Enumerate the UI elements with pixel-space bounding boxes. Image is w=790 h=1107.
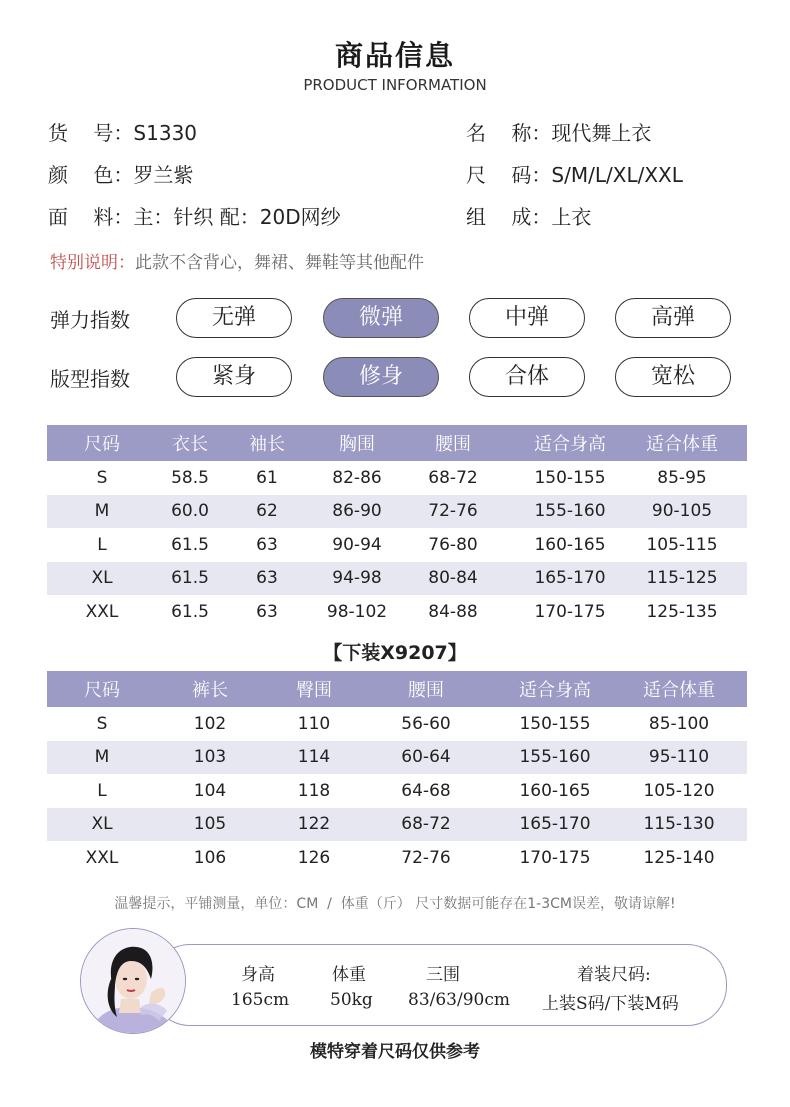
table-header-cell: 衣长 (172, 434, 208, 455)
table-cell: 150-155 (534, 467, 606, 488)
table-cell: 61.5 (171, 601, 209, 622)
table-cell: 62 (256, 501, 278, 522)
table-cell: 85-100 (648, 713, 710, 734)
table-cell: 165-170 (534, 568, 606, 589)
table-cell: 64-68 (401, 780, 451, 801)
table-row (47, 808, 747, 842)
model-info-card (150, 944, 727, 1026)
table-cell: 63 (256, 568, 278, 589)
table-cell: 115-125 (646, 568, 718, 589)
table-cell: S (96, 467, 108, 488)
page-title: 商品信息 (334, 39, 455, 72)
table-row (47, 562, 747, 596)
fit-scale (50, 357, 750, 399)
measurement-tip: 温馨提示，平铺测量，单位：CM / 体重（斤） 尺寸数据可能存在1-3CM误差，敬请谅解! (114, 896, 676, 912)
special-note-label: 特别说明： (50, 253, 135, 273)
bottom-section-title: 【下装X9207】 (323, 642, 467, 664)
table-cell: 90-94 (332, 534, 382, 555)
table-cell: 150-155 (519, 713, 591, 734)
table-cell: 118 (297, 780, 331, 801)
model-measure-value: 83/63/90cm (408, 990, 510, 1010)
table-header-cell: 适合体重 (646, 434, 718, 455)
table-cell: L (97, 780, 107, 801)
model-size-label: 着装尺码: (577, 965, 651, 985)
elasticity-scale (50, 298, 750, 340)
model-portrait-image (81, 929, 185, 1033)
table-cell: 86-90 (332, 501, 382, 522)
table-cell: S (96, 713, 108, 734)
table-cell: 103 (193, 747, 227, 768)
table-cell: 102 (193, 713, 227, 734)
table-cell: 122 (297, 814, 331, 835)
table-cell: 110 (297, 713, 331, 734)
table-cell: 61 (256, 467, 278, 488)
table-row (47, 528, 747, 562)
product-info (48, 117, 748, 243)
item-composition: 组 成：上衣 (466, 205, 592, 229)
fit-option: 合体 (469, 357, 585, 397)
info-row (48, 159, 748, 201)
info-row (48, 117, 748, 159)
table-header-cell: 腰围 (435, 434, 471, 455)
table-row (47, 595, 747, 629)
table-header-cell: 腰围 (408, 680, 444, 701)
table-cell: 170-175 (534, 601, 606, 622)
table-cell: 114 (297, 747, 331, 768)
table-cell: 106 (193, 847, 227, 868)
model-avatar (80, 928, 186, 1034)
table-header-row (47, 671, 747, 707)
top-size-table (47, 425, 747, 629)
table-cell: 56-60 (401, 713, 451, 734)
model-height-value: 165cm (231, 990, 290, 1010)
table-cell: 60.0 (171, 501, 209, 522)
fit-option: 紧身 (176, 357, 292, 397)
table-header-cell: 尺码 (84, 434, 120, 455)
table-cell: 165-170 (519, 814, 591, 835)
table-cell: 72-76 (401, 847, 451, 868)
table-header-cell: 尺码 (84, 680, 120, 701)
fit-label: 版型指数 (50, 367, 130, 391)
table-cell: XXL (85, 847, 119, 868)
table-cell: 160-165 (534, 534, 606, 555)
table-header-row (47, 425, 747, 461)
model-weight-label: 体重 (332, 965, 366, 985)
table-row (47, 707, 747, 741)
page-subtitle: PRODUCT INFORMATION (303, 76, 487, 94)
item-fabric: 面 料：主：针织 配：20D网纱 (48, 205, 341, 229)
table-cell: 80-84 (428, 568, 478, 589)
table-cell: 105-120 (643, 780, 715, 801)
table-header-cell: 臀围 (296, 680, 332, 701)
table-cell: XL (91, 568, 113, 589)
model-size-value: 上装S码/下装M码 (542, 994, 679, 1014)
elasticity-option: 无弹 (176, 298, 292, 338)
table-cell: 68-72 (428, 467, 478, 488)
special-note-text: 此款不含背心，舞裙、舞鞋等其他配件 (135, 253, 424, 273)
item-name: 名 称：现代舞上衣 (466, 121, 652, 145)
fit-option: 宽松 (615, 357, 731, 397)
table-cell: 68-72 (401, 814, 451, 835)
table-cell: XXL (85, 601, 119, 622)
table-cell: 76-80 (428, 534, 478, 555)
table-cell: 72-76 (428, 501, 478, 522)
table-cell: 63 (256, 601, 278, 622)
table-cell: XL (91, 814, 113, 835)
table-cell: M (94, 501, 110, 522)
model-height-label: 身高 (241, 965, 275, 985)
table-cell: 155-160 (519, 747, 591, 768)
model-caption: 模特穿着尺码仅供参考 (310, 1042, 480, 1062)
item-color: 颜 色：罗兰紫 (48, 163, 194, 187)
info-row (48, 201, 748, 243)
special-note (50, 248, 424, 273)
table-row (47, 774, 747, 808)
table-row (47, 495, 747, 529)
table-cell: 105-115 (646, 534, 718, 555)
table-cell: M (94, 747, 110, 768)
table-cell: 90-105 (651, 501, 713, 522)
table-cell: 104 (193, 780, 227, 801)
table-cell: 61.5 (171, 568, 209, 589)
table-cell: 58.5 (171, 467, 209, 488)
table-cell: 61.5 (171, 534, 209, 555)
elasticity-option: 微弹 (323, 298, 439, 338)
elasticity-option: 中弹 (469, 298, 585, 338)
table-cell: 60-64 (401, 747, 451, 768)
table-cell: 115-130 (643, 814, 715, 835)
table-row (47, 841, 747, 875)
model-measure-label: 三围 (426, 965, 460, 985)
item-sizes: 尺 码：S/M/L/XL/XXL (466, 163, 683, 187)
fit-option: 修身 (323, 357, 439, 397)
table-header-cell: 胸围 (339, 434, 375, 455)
table-header-cell: 袖长 (249, 434, 285, 455)
table-cell: 160-165 (519, 780, 591, 801)
elasticity-option: 高弹 (615, 298, 731, 338)
table-cell: 105 (193, 814, 227, 835)
table-cell: 84-88 (428, 601, 478, 622)
table-cell: L (97, 534, 107, 555)
table-cell: 170-175 (519, 847, 591, 868)
item-number: 货 号：S1330 (48, 121, 198, 145)
model-weight-value: 50kg (330, 990, 373, 1010)
table-cell: 125-135 (646, 601, 718, 622)
bottom-size-table (47, 671, 747, 875)
table-header-cell: 适合体重 (643, 680, 715, 701)
table-header-cell: 适合身高 (519, 680, 591, 701)
table-row (47, 461, 747, 495)
table-cell: 63 (256, 534, 278, 555)
elasticity-label: 弹力指数 (50, 308, 130, 332)
table-row (47, 741, 747, 775)
table-header-cell: 适合身高 (534, 434, 606, 455)
table-cell: 125-140 (643, 847, 715, 868)
table-cell: 126 (297, 847, 331, 868)
table-cell: 98-102 (326, 601, 388, 622)
table-cell: 82-86 (332, 467, 382, 488)
table-cell: 95-110 (648, 747, 710, 768)
table-cell: 94-98 (332, 568, 382, 589)
table-header-cell: 裤长 (192, 680, 228, 701)
table-cell: 155-160 (534, 501, 606, 522)
table-cell: 85-95 (657, 467, 707, 488)
